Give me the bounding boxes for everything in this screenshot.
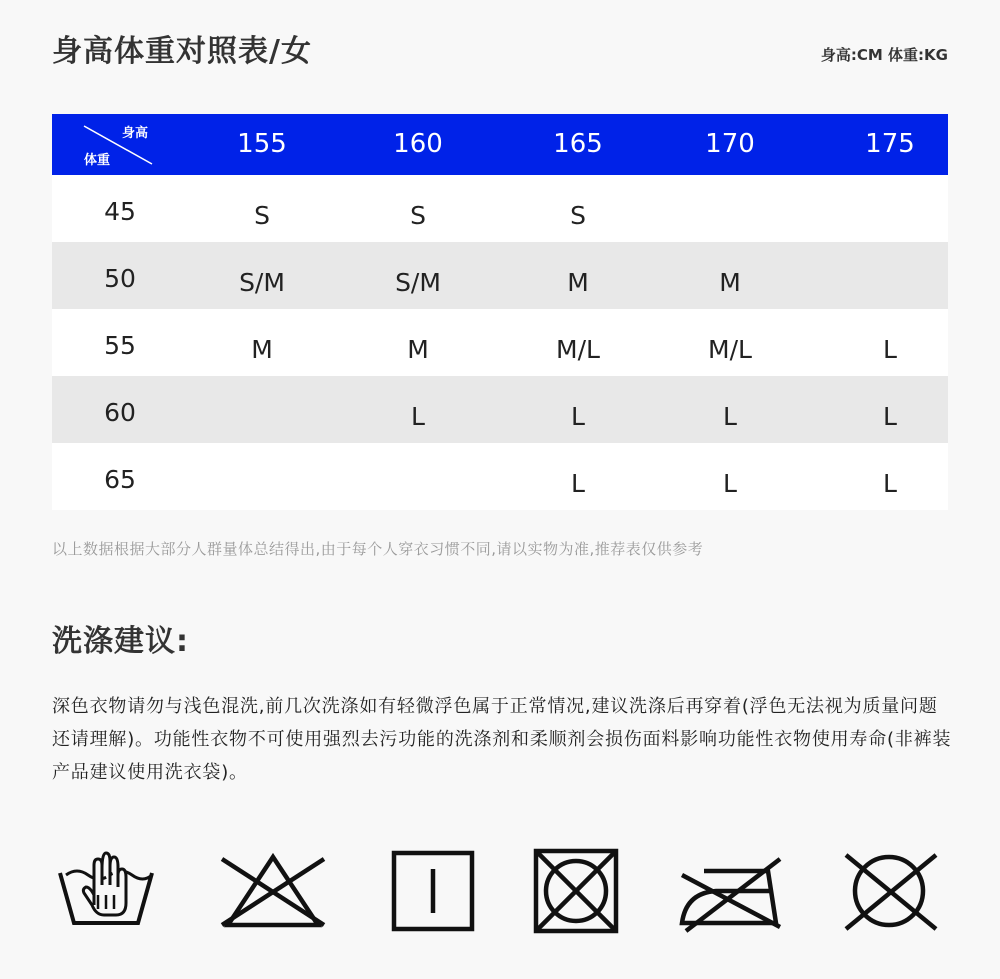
size-cell: L (723, 469, 737, 498)
table-footnote: 以上数据根据大部分人群量体总结得出,由于每个人穿衣习惯不同,请以实物为准,推荐表仅供参考 (52, 540, 704, 558)
weight-cell: 60 (104, 398, 136, 427)
size-cell: M/L (708, 335, 752, 364)
diagonal-divider (52, 114, 187, 175)
height-header-155: 155 (237, 129, 287, 159)
corner-weight-label: 体重 (84, 153, 111, 168)
size-cell: L (883, 335, 897, 364)
weight-cell: 50 (104, 264, 136, 293)
table-row (52, 376, 948, 443)
table-row (52, 242, 948, 309)
size-cell: M (407, 335, 429, 364)
table-row (52, 443, 948, 510)
size-cell: M (567, 268, 589, 297)
size-cell: S (570, 201, 586, 230)
table-header-row (52, 114, 948, 175)
unit-note: 身高:CM 体重:KG (820, 46, 948, 64)
no-dry-clean-icon (836, 845, 946, 935)
size-cell: M (251, 335, 273, 364)
size-cell: L (883, 402, 897, 431)
table-row (52, 175, 948, 242)
size-chart-table (52, 114, 948, 510)
height-header-175: 175 (865, 129, 915, 159)
size-cell: L (883, 469, 897, 498)
table-row (52, 309, 948, 376)
weight-cell: 55 (104, 331, 136, 360)
size-cell: L (571, 402, 585, 431)
hand-wash-icon (52, 845, 162, 935)
care-instructions-text: 深色衣物请勿与浅色混洗,前几次洗涤如有轻微浮色属于正常情况,建议洗涤后再穿着(浮色无法视为质量问题还请理解)。功能性衣物不可使用强烈去污功能的洗涤剂和柔顺剂会损伤面料影响功能性衣物使用寿命(非裤装产品建议使用洗衣袋)。 (52, 696, 952, 783)
size-cell: S/M (395, 268, 441, 297)
weight-cell: 65 (104, 465, 136, 494)
height-header-165: 165 (553, 129, 603, 159)
no-bleach-icon (218, 845, 328, 935)
line-dry-icon (380, 845, 490, 935)
corner-height-label: 身高 (122, 126, 149, 141)
table-corner-cell (52, 114, 187, 175)
size-cell: M/L (556, 335, 600, 364)
size-cell: L (571, 469, 585, 498)
size-cell: L (723, 402, 737, 431)
weight-cell: 45 (104, 197, 136, 226)
size-cell: S (410, 201, 426, 230)
size-cell: L (411, 402, 425, 431)
size-cell: M (719, 268, 741, 297)
no-tumble-dry-icon (522, 845, 632, 935)
height-header-160: 160 (393, 129, 443, 159)
page-title: 身高体重对照表/女 (52, 34, 312, 69)
no-iron-icon (676, 845, 786, 935)
size-cell: S (254, 201, 270, 230)
care-section-title: 洗涤建议: (52, 624, 189, 659)
height-header-170: 170 (705, 129, 755, 159)
size-cell: S/M (239, 268, 285, 297)
